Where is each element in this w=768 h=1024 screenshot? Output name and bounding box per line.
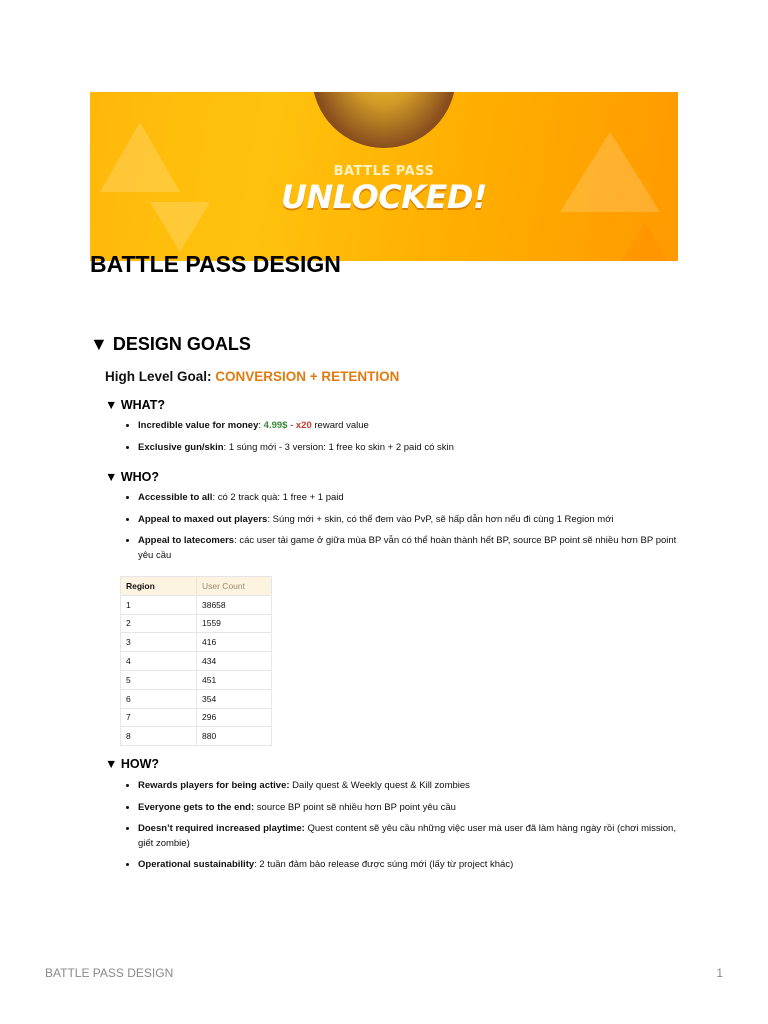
table-row: 4 434 bbox=[121, 652, 272, 671]
goal-value: CONVERSION + RETENTION bbox=[215, 369, 400, 384]
table-row: 3 416 bbox=[121, 633, 272, 652]
table-row: 2 1559 bbox=[121, 614, 272, 633]
list-item: • Exclusive gun/skin: 1 súng mới - 3 version: 1 free ko skin + 2 paid có skin bbox=[138, 441, 678, 456]
page-number: 1 bbox=[716, 966, 723, 980]
list-item: • Incredible value for money: 4.99$ - x20 reward value bbox=[138, 419, 678, 434]
section-title-design-goals: ▼ DESIGN GOALS bbox=[90, 334, 251, 354]
column-header-region: Region bbox=[121, 577, 197, 596]
battle-pass-banner bbox=[90, 92, 678, 261]
price-value: 4.99$ bbox=[263, 420, 288, 431]
table-header-row bbox=[121, 577, 272, 596]
how-list bbox=[121, 779, 678, 880]
who-list bbox=[121, 491, 678, 570]
list-item: • Appeal to maxed out players: Súng mới + skin, có thể đem vào PvP, sẽ hấp dẫn hơn nếu đi cùng 1 Region mới bbox=[138, 513, 678, 528]
what-list bbox=[121, 419, 678, 462]
multiplier-value: x20 bbox=[295, 420, 312, 431]
document-title: BATTLE PASS DESIGN bbox=[90, 251, 341, 277]
list-item: • Rewards players for being active: Daily quest & Weekly quest & Kill zombies bbox=[138, 779, 678, 794]
table-row: 8 880 bbox=[121, 727, 272, 746]
column-header-user-count: User Count bbox=[197, 577, 272, 596]
list-item: • Doesn’t required increased playtime: Quest content sẽ yêu cầu những việc user mà user đã làm hàng ngày rồi (chơi mission, giết zombie) bbox=[138, 822, 678, 851]
banner-title: UNLOCKED! bbox=[280, 178, 487, 216]
table-row: 5 451 bbox=[121, 670, 272, 689]
subsection-how: ▼ HOW? bbox=[105, 757, 160, 771]
region-user-count-table bbox=[120, 576, 272, 746]
table-row: 1 38658 bbox=[121, 595, 272, 614]
table-row: 7 296 bbox=[121, 708, 272, 727]
battle-pass-emblem-icon bbox=[312, 92, 456, 148]
footer-document-title: BATTLE PASS DESIGN bbox=[45, 966, 174, 980]
goal-label: High Level Goal: bbox=[105, 369, 216, 384]
high-level-goal bbox=[105, 369, 399, 384]
list-item: • Appeal to latecomers: các user tải game ở giữa mùa BP vẫn có thể hoàn thành hết BP, source BP point sẽ nhiều hơn BP point yêu cầu bbox=[138, 534, 678, 563]
banner-subtitle: BATTLE PASS bbox=[333, 164, 435, 179]
subsection-what: ▼ WHAT? bbox=[105, 398, 166, 412]
list-item: • Operational sustainability: 2 tuần đảm bảo release được súng mới (lấy từ project khác) bbox=[138, 858, 678, 873]
list-item: • Accessible to all: có 2 track quà: 1 free + 1 paid bbox=[138, 491, 678, 506]
subsection-who: ▼ WHO? bbox=[105, 470, 160, 484]
table-row: 6 354 bbox=[121, 689, 272, 708]
list-item: • Everyone gets to the end: source BP point sẽ nhiều hơn BP point yêu cầu bbox=[138, 801, 678, 816]
